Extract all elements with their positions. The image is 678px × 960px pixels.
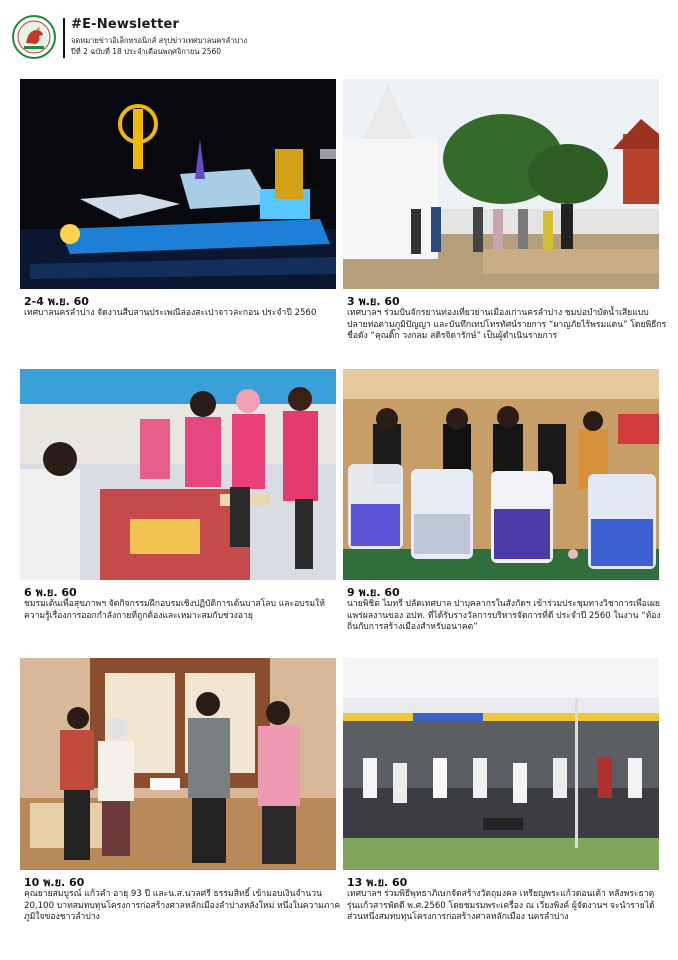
news-text: ชมรมเต้นเพื่อสุขภาพฯ จัดกิจกรรมฝึกอบรมเชิงปฏิบัติการเต้นบาสโลบ และอบรมให้ความรู้เรื่องการออกกำลังกายที่ถูกต้องและเหมาะสมกับช่วงอายุ <box>24 599 325 621</box>
newsletter-issue: ปีที่ 2 ฉบับที่ 18 ประจำเดือนพฤศจิกายน 2560 <box>71 47 222 56</box>
news-item-1 <box>24 295 344 320</box>
news-date: 3 พ.ย. 60 <box>347 295 400 308</box>
news-item-2 <box>347 295 667 343</box>
photo-amulet-ceremony <box>343 658 659 870</box>
news-text: เทศบาลฯ ร่วมปั่นจักรยานท่องเที่ยวย่านเมืองเก่านครลำปาง ชมบ่อบำบัดน้ำเสียแบบปลายท่อตามภูมิปัญญา และบันทึกเทปโทรทัศน์รายการ “ผาญภัยไร้พรมแดน” โดยพิธีกรชื่อดัง “คุณติ๊ก วงกลม สดิรจิดารักษ์” เป็นผู้ดำเนินรายการ <box>347 308 667 342</box>
news-item-6 <box>347 876 667 924</box>
newsletter-title: #E-Newsletter <box>71 17 180 32</box>
photo-academic-conference <box>343 369 659 580</box>
news-text: คุณยายสมบูรณ์ แก้วคำ อายุ 93 ปี และน.ส.นวลศรี ธรรมสิทธิ์ เข้ามอบเงินจำนวน 20,100 บาทสมทบทุนโครงการก่อสร้างศาลหลักเมืองลำปางหลังใหม่ หนึ่งในความภาคภูมิใจของชาวลำปาง <box>24 889 341 923</box>
news-date: 13 พ.ย. 60 <box>347 876 408 889</box>
photo-health-dance-club <box>20 369 336 580</box>
photo-old-town-bike-tour <box>343 79 659 289</box>
municipality-logo <box>12 15 56 59</box>
newsletter-subtitle: จดหมายข่าวอิเล็กทรอนิกส์ สรุปข่าวเทศบาลนครลำปาง <box>71 36 247 45</box>
news-item-5 <box>24 876 344 924</box>
news-item-4 <box>347 586 667 634</box>
news-date: 10 พ.ย. 60 <box>24 876 85 889</box>
newsletter-header <box>0 0 678 70</box>
news-text: นายพิชิต ไมทรี ปลัดเทศบาล ปาบุคลากรในสังกัดฯ เข้าร่วมประชุมทางวิชาการเพื่อเผยแพร่ผลงานของ อปท. ที่ได้รับรางวัลการบริหารจัดการที่ดี ประจำปี 2560 ในงาน “ท้องถิ่นกับการสร้างเมืองสำหรับอนาคต” <box>347 599 661 633</box>
news-text: เทศบาลนครลำปาง จัดงานสืบสานประเพณีล่องสะเปาจาวละกอน ประจำปี 2560 <box>24 308 317 318</box>
news-date: 2-4 พ.ย. 60 <box>24 295 89 308</box>
news-date: 9 พ.ย. 60 <box>347 586 400 599</box>
news-text: เทศบาลฯ ร่วมพิธีพุทธาภิเษกจัดสร้างวัตถุมงคล เหรียญพระแก้วดอนเต้า หลังพระธาตุ รุ่นแก้วสารพัดดี พ.ศ.2560 โดยชมรมพระเครื่อง ณ เวียงพิงค์ ผู้จัดงานฯ จะนำรายได้ส่วนหนึ่งสมทบทุนโครงการก่อสร้างศาลหลักเมือง นครลำปาง <box>347 889 655 923</box>
header-divider <box>63 18 65 58</box>
photo-donation-ceremony <box>20 658 336 870</box>
photo-lantern-festival <box>20 79 336 289</box>
news-date: 6 พ.ย. 60 <box>24 586 77 599</box>
news-item-3 <box>24 586 344 622</box>
